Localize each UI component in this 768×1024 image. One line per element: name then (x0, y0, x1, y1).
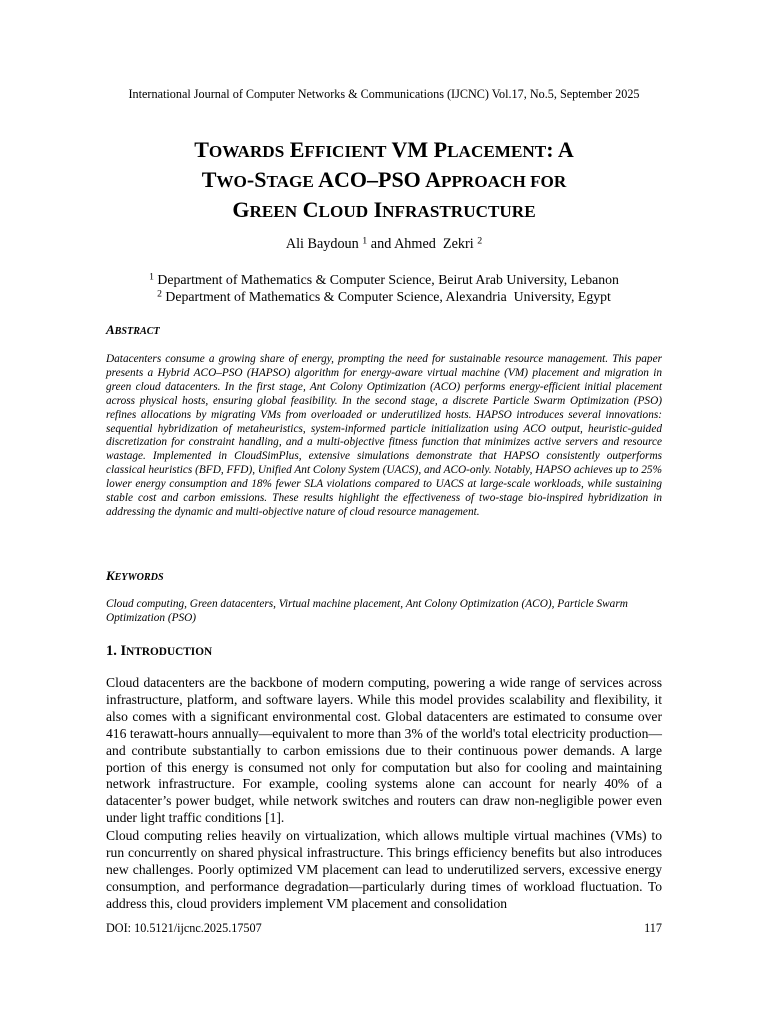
author-list (0, 236, 768, 253)
paper-title (0, 136, 768, 226)
author-affiliation-mark: 1 (362, 235, 368, 247)
keywords-body: Cloud computing, Green datacenters, Virtual machine placement, Ant Colony Optimization (ACO), Particle Swarm Optimization (PSO) (106, 598, 628, 624)
title-line-3: GREEN CLOUD INFRASTRUCTURE (232, 197, 536, 222)
heading-rest: BSTRACT (114, 326, 160, 337)
affiliation-line (0, 288, 768, 305)
author-conjunction: and (370, 236, 392, 252)
affiliation-mark: 1 (149, 271, 154, 283)
footer-page-number: 117 (644, 921, 662, 935)
abstract-heading (106, 322, 160, 338)
intro-paragraph-2: Cloud computing relies heavily on virtualization, which allows multiple virtual machines (VMs) to run concurrently on shared physical infrastructure. This brings efficiency benefits but also introduces new challenges. Poorly optimized VM placement can lead to underutilized servers, excessive energy consumption, and performance degradation—particularly during times of workload fluctuation. To address this, cloud providers implement VM placement and consolidation (106, 828, 662, 911)
affiliation-mark: 2 (157, 288, 162, 300)
affiliations (0, 271, 768, 305)
author-name: Ali Baydoun (285, 236, 359, 252)
journal-header: International Journal of Computer Networks & Communications (IJCNC) Vol.17, No.5, September 2025 (128, 87, 640, 101)
abstract-body: Datacenters consume a growing share of energy, prompting the need for sustainable resource management. This paper presents a Hybrid ACO–PSO (HAPSO) algorithm for energy-aware virtual machine (VM) placement and migration in green cloud datacenters. In the first stage, Ant Colony Optimization (ACO) performs energy-efficient initial placement across physical hosts, ensuring global feasibility. In the second stage, a discrete Particle Swarm Optimization (PSO) refines allocations by migrating VMs from overloaded or underutilized hosts. HAPSO introduces several innovations: sequential hybridization of metaheuristics, system-informed particle initialization using ACO output, heuristic-guided discretization for constraint handling, and a multi-objective fitness function that minimizes active servers and resource wastage. Implemented in CloudSimPlus, extensive simulations demonstrate that HAPSO consistently outperforms classical heuristics (BFD, FFD), Unified Ant Colony System (UACS), and ACO-only. Notably, HAPSO achieves up to 25% lower energy consumption and 18% fewer SLA violations compared to UACS at large-scale workloads, while sustaining stable cost and carbon emissions. These results highlight the effectiveness of two-stage bio-inspired hybridization in addressing the dynamic and multi-objective nature of cloud resource management. (106, 353, 662, 518)
intro-paragraph-1: Cloud datacenters are the backbone of modern computing, powering a wide range of services across infrastructure, platform, and software layers. While this model provides scalability and flexibility, it also comes with a significant environmental cost. Global datacenters are estimated to consume over 416 terawatt-hours annually—equivalent to more than 3% of the world's total electricity production—and contribute substantially to carbon emissions due to their continuous power demands. A large portion of this energy is consumed not only for computation but also for cooling and maintaining network infrastructure. For example, cooling systems alone can account for nearly 40% of a datacenter’s power budget, while network switches and routers can draw non-negligible power even under light traffic conditions [1]. (106, 675, 662, 826)
keywords-heading (106, 568, 164, 584)
introduction-heading (106, 643, 212, 660)
title-line-1: TOWARDS EFFICIENT VM PLACEMENT: A (194, 137, 574, 162)
footer-doi: DOI: 10.5121/ijcnc.2025.17507 (106, 921, 262, 935)
heading-rest: EYWORDS (114, 572, 164, 583)
heading-cap: I (120, 643, 127, 659)
author-affiliation-mark: 2 (477, 235, 483, 247)
heading-cap: A (106, 322, 115, 337)
heading-rest: NTRODUCTION (126, 646, 213, 658)
affiliation-text: Department of Mathematics & Computer Science, Alexandria University, Egypt (165, 289, 611, 304)
affiliation-text: Department of Mathematics & Computer Science, Beirut Arab University, Lebanon (157, 272, 619, 287)
affiliation-line (0, 271, 768, 288)
heading-cap: K (106, 568, 115, 583)
title-line-2: TWO-STAGE ACO–PSO APPROACH FOR (201, 167, 567, 192)
author-name: Ahmed Zekri (394, 236, 474, 252)
section-number: 1. (106, 643, 117, 659)
